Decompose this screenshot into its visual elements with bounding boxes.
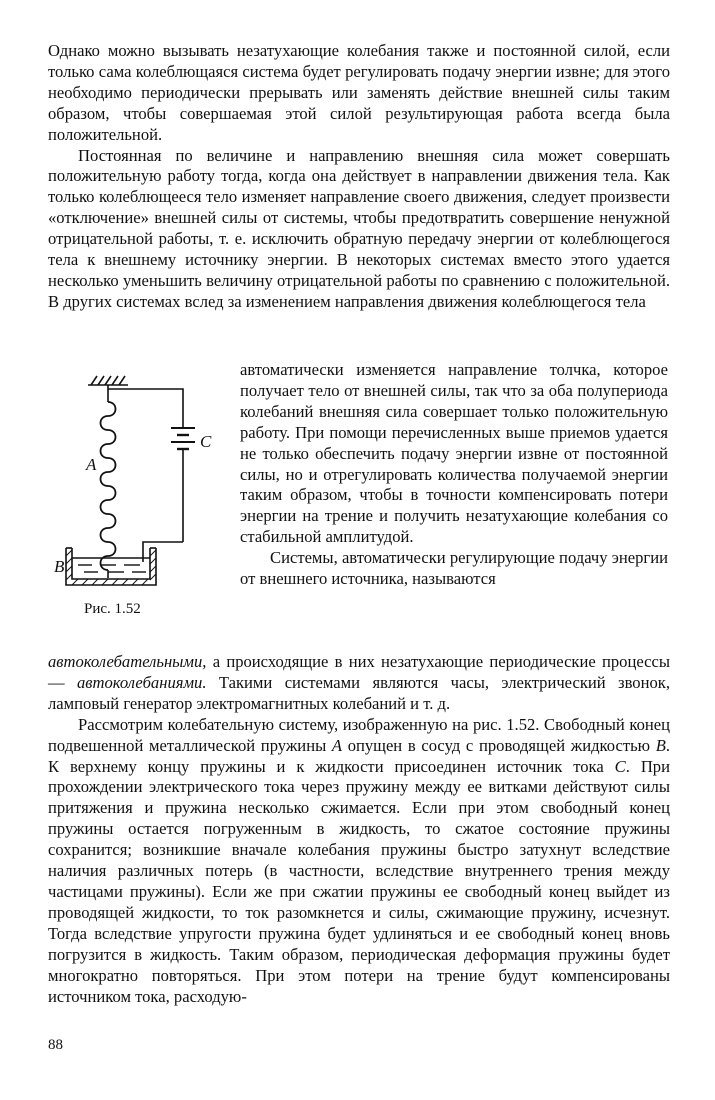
text-run: . При прохождении электрического тока через пружину между ее витками действуют силы притяжения и пружина несколько сжимается. Если при этом свободный конец пружины остается погруженным в жидкость, то сжатое состояние пружины сохранится; возникшие вначале колебания пружины быстро затухнут вследствие наличия различных потерь (в частности, вследствие внутреннего трения между частицами пружины). Если же при сжатии пружины ее свободный конец выйдет из проводящей жидкости, то ток разомкнется и силы, сжимающие пружину, исчезнут. Тогда вследствие упругости пружина будет удлиняться и ее свободный конец вновь погрузится в жидкость. Таким образом, периодическая деформация пружины будет многократно повторяться. При этом потери на трение будут компенсированы источником тока, расходую- (48, 756, 670, 1006)
symbol-c: C (614, 756, 626, 776)
term-self-oscillating: автоколебательными, (48, 652, 207, 671)
symbol-b: B (655, 735, 666, 755)
figure-spring-circuit (48, 372, 228, 612)
paragraph: Постоянная по величине и направлению внешняя сила может совершать положительную работу тогда, когда она действует в направлении движения тела. Как только колеблющееся тело изменяет направление своего движения, следует произвести «отключение» внешней силы от системы, чтобы предотвратить совершение ненужной отрицательной работы, т. е. исключить обратную передачу энергии от колеблющегося тела к внешнему источнику энергии. В некоторых системах вместо этого удается несколько уменьшить величину отрицательной работы по сравнению с положительной. В других системах вслед за изменением направления движения колеблющегося тела (48, 145, 670, 311)
paragraph (48, 652, 670, 715)
text-run: Такими системами являются часы, электрический звонок, ламповый генератор электромагнитных колебаний и т. д. (48, 672, 670, 713)
paragraph: Однако можно вызывать незатухающие колебания также и постоянной силой, если только сама колеблющаяся система будет регулировать подачу энергии извне; для этого необходимо периодически прерывать или заменять действие внешней силы таким образом, чтобы совершаемая этой силой результирующая работа всегда была положительной. (48, 41, 670, 144)
text-block-bottom (48, 652, 670, 1007)
text-run: а происходящие в них незатухающие периодические процессы — (48, 652, 670, 692)
page-number: 88 (48, 1037, 63, 1053)
label-spring-a: A (86, 455, 97, 474)
label-vessel-b: B (54, 557, 65, 576)
label-source-c: C (200, 432, 212, 451)
text-run: . К верхнему концу пружины и к жидкости присоединен источник тока (48, 735, 670, 776)
text-run: опущен в сосуд с проводящей жидкостью (342, 735, 656, 755)
paragraph: Системы, автоматически регулирующие подачу энергии от внешнего источника, называются (240, 548, 668, 589)
paragraph: автоматически изменяется направление толчка, которое получает тело от внешней силы, так что за оба полупериода колебаний внешняя сила совершает только положительную работу. При помощи перечисленных выше приемов удается не только обеспечить подачу энергии извне от постоянной силы, но и отрегулировать количества получаемой энергии таким образом, чтобы в точности компенсировать потери энергии на трение и получить незатухающие колебания со стабильной амплитудой. (240, 360, 668, 547)
paragraph (48, 715, 670, 1008)
text-block-beside-figure (240, 360, 668, 590)
figure-caption: Рис. 1.52 (84, 601, 141, 617)
text-run: Рассмотрим колебательную систему, изображенную на рис. 1.52. Свободный конец подвешенной металлической пружины (48, 714, 670, 755)
figure-diagram (48, 372, 228, 612)
symbol-a: A (331, 735, 343, 755)
text-block-top (48, 41, 670, 313)
term-self-oscillations: автоколебаниями. (76, 672, 207, 692)
